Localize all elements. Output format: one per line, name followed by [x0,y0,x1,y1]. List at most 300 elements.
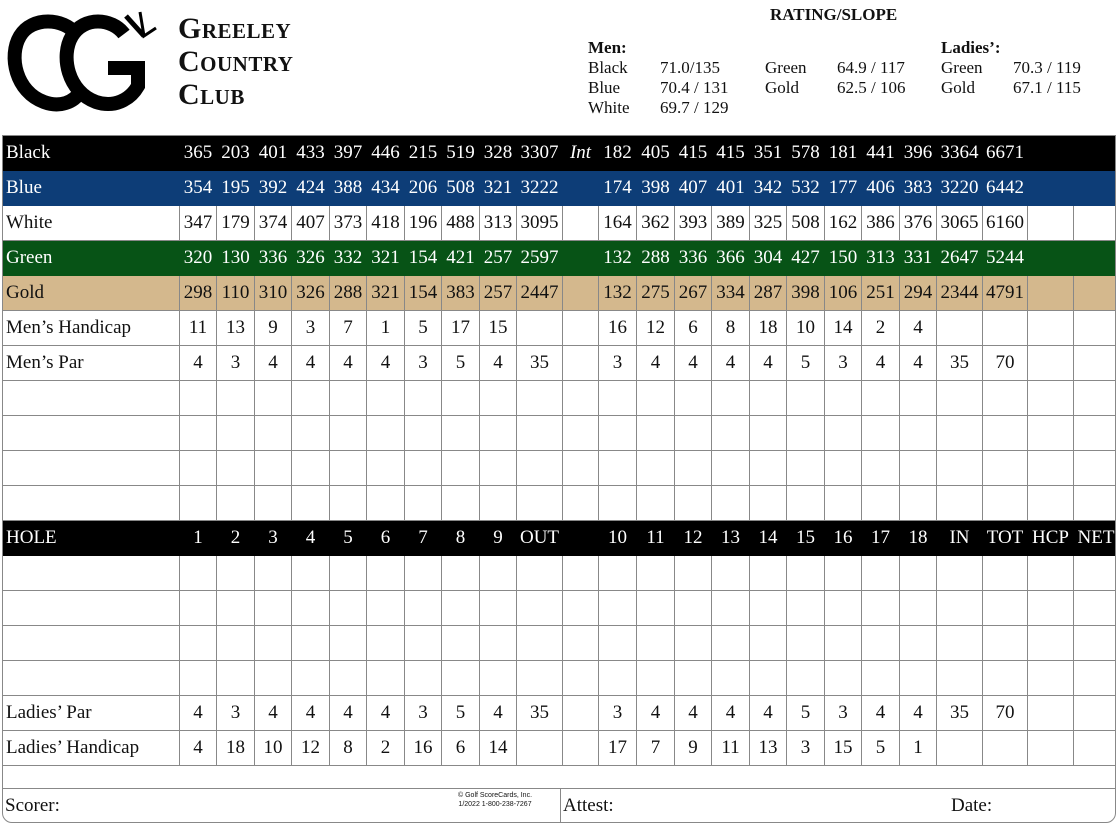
score-cell[interactable] [862,486,900,521]
score-cell[interactable] [637,416,675,451]
hole-value: 11 [712,731,750,766]
in-value: IN [937,521,983,556]
out-cell[interactable] [517,486,563,521]
row-label[interactable] [3,661,180,696]
score-cell[interactable] [900,451,937,486]
hcp-cell[interactable] [1028,276,1074,311]
score-cell[interactable] [675,556,712,591]
score-cell[interactable] [750,486,787,521]
score-cell[interactable] [442,626,480,661]
score-cell[interactable] [255,591,292,626]
score-cell[interactable] [367,626,405,661]
hcp-cell[interactable] [1028,346,1074,381]
blank-cell[interactable] [563,416,599,451]
hcp-cell[interactable] [1028,731,1074,766]
hole-value: 9 [255,311,292,346]
out-cell[interactable] [517,381,563,416]
score-cell[interactable] [405,451,442,486]
score-cell[interactable] [675,486,712,521]
score-cell[interactable] [330,416,367,451]
net-cell[interactable] [1074,556,1117,591]
rating-tee: Black [588,58,628,77]
score-cell[interactable] [750,381,787,416]
score-cell[interactable] [712,661,750,696]
hole-value: 215 [405,136,442,171]
score-cell[interactable] [442,451,480,486]
hole-value: 578 [787,136,825,171]
score-cell[interactable] [442,556,480,591]
score-cell[interactable] [787,381,825,416]
scorer-label: Scorer: [5,795,60,816]
hole-value: 12 [675,521,712,556]
score-cell[interactable] [599,381,637,416]
score-cell[interactable] [292,661,330,696]
hole-value: 12 [292,731,330,766]
score-cell[interactable] [405,661,442,696]
copyright [458,791,532,809]
row-label: Green [3,241,180,276]
player-score-row [3,556,1117,591]
hole-value: 16 [599,311,637,346]
score-cell[interactable] [712,591,750,626]
score-cell[interactable] [180,661,217,696]
net-cell[interactable] [1074,206,1117,241]
net-cell[interactable] [1074,626,1117,661]
out-cell[interactable] [517,661,563,696]
in-cell[interactable] [937,486,983,521]
score-cell[interactable] [712,416,750,451]
score-cell[interactable] [637,451,675,486]
total-cell[interactable] [983,556,1028,591]
hole-value: 365 [180,136,217,171]
score-cell[interactable] [217,451,255,486]
hole-value: 6 [442,731,480,766]
score-cell[interactable] [675,381,712,416]
score-cell[interactable] [750,591,787,626]
score-cell[interactable] [405,626,442,661]
score-cell[interactable] [862,451,900,486]
score-cell[interactable] [405,591,442,626]
hole-value: 310 [255,276,292,311]
score-cell[interactable] [330,556,367,591]
total-cell[interactable] [983,731,1028,766]
score-cell[interactable] [825,661,862,696]
hcp-cell[interactable] [1028,556,1074,591]
score-cell[interactable] [825,626,862,661]
hole-value: 427 [787,241,825,276]
score-cell[interactable] [480,381,517,416]
hole-value: 321 [367,241,405,276]
hole-value: 132 [599,276,637,311]
score-cell[interactable] [480,661,517,696]
club-name-line1: Greeley [178,12,292,45]
score-cell[interactable] [255,661,292,696]
net-cell[interactable] [1074,591,1117,626]
score-cell[interactable] [480,591,517,626]
hole-value: 10 [787,311,825,346]
score-cell[interactable] [825,416,862,451]
score-cell[interactable] [787,416,825,451]
row-label[interactable] [3,451,180,486]
score-cell[interactable] [405,416,442,451]
score-cell[interactable] [180,451,217,486]
hcp-cell[interactable] [1028,696,1074,731]
hole-value: 4 [637,346,675,381]
score-cell[interactable] [862,381,900,416]
score-cell[interactable] [442,591,480,626]
blank-cell[interactable] [563,696,599,731]
player-score-row [3,381,1117,416]
score-cell[interactable] [367,591,405,626]
blank-cell[interactable] [563,381,599,416]
hole-value: 17 [442,311,480,346]
score-cell[interactable] [599,591,637,626]
score-cell[interactable] [750,416,787,451]
score-cell[interactable] [787,591,825,626]
row-label[interactable] [3,486,180,521]
total-cell[interactable] [983,451,1028,486]
score-cell[interactable] [330,661,367,696]
in-cell[interactable] [937,556,983,591]
score-cell[interactable] [712,486,750,521]
score-cell[interactable] [367,416,405,451]
score-cell[interactable] [442,416,480,451]
hole-value: 8 [712,311,750,346]
score-cell[interactable] [292,626,330,661]
score-cell[interactable] [900,626,937,661]
total-value: 70 [983,346,1028,381]
score-cell[interactable] [292,451,330,486]
rating-tee: White [588,98,630,117]
score-cell[interactable] [900,381,937,416]
net-cell[interactable] [1074,276,1117,311]
score-cell[interactable] [750,661,787,696]
in-value: 35 [937,696,983,731]
score-cell[interactable] [480,416,517,451]
score-cell[interactable] [900,591,937,626]
hole-value: 13 [712,521,750,556]
score-cell[interactable] [637,591,675,626]
score-cell[interactable] [712,626,750,661]
out-cell[interactable] [517,591,563,626]
score-cell[interactable] [480,556,517,591]
score-cell[interactable] [825,451,862,486]
hcp-cell[interactable] [1028,451,1074,486]
out-cell[interactable] [517,311,563,346]
score-cell[interactable] [637,626,675,661]
blank-cell[interactable] [563,731,599,766]
score-cell[interactable] [712,556,750,591]
hole-value: 182 [599,136,637,171]
row-label[interactable] [3,556,180,591]
score-cell[interactable] [330,626,367,661]
total-cell[interactable] [983,381,1028,416]
hcp-cell[interactable] [1028,626,1074,661]
score-cell[interactable] [405,381,442,416]
score-cell[interactable] [750,556,787,591]
net-cell[interactable] [1074,486,1117,521]
rating-tee: Blue [588,78,621,97]
hole-value: 326 [292,276,330,311]
hole-value: 334 [712,276,750,311]
score-cell[interactable] [367,556,405,591]
score-cell[interactable] [217,626,255,661]
row-label[interactable] [3,416,180,451]
score-cell[interactable] [180,381,217,416]
score-cell[interactable] [599,451,637,486]
out-cell[interactable] [517,416,563,451]
hole-value: 10 [599,521,637,556]
hcp-cell[interactable] [1028,171,1074,206]
score-cell[interactable] [442,661,480,696]
score-cell[interactable] [825,591,862,626]
hole-value: 4 [900,311,937,346]
score-cell[interactable] [180,486,217,521]
score-cell[interactable] [900,486,937,521]
score-cell[interactable] [367,661,405,696]
tee-row-green [3,241,1117,276]
score-cell[interactable] [599,661,637,696]
score-cell[interactable] [787,451,825,486]
score-cell[interactable] [442,381,480,416]
total-cell[interactable] [983,591,1028,626]
row-label[interactable] [3,626,180,661]
score-cell[interactable] [750,451,787,486]
hole-value: 195 [217,171,255,206]
score-cell[interactable] [862,591,900,626]
score-cell[interactable] [787,661,825,696]
score-cell[interactable] [900,416,937,451]
hole-value: 18 [900,521,937,556]
hcp-cell[interactable] [1028,486,1074,521]
score-cell[interactable] [442,486,480,521]
blank-cell[interactable] [563,626,599,661]
hole-value: 4 [330,696,367,731]
net-cell[interactable] [1074,136,1117,171]
score-cell[interactable] [480,626,517,661]
hcp-cell[interactable] [1028,661,1074,696]
hcp-cell[interactable] [1028,311,1074,346]
net-cell[interactable] [1074,346,1117,381]
score-cell[interactable] [330,486,367,521]
score-cell[interactable] [367,486,405,521]
in-cell[interactable] [937,451,983,486]
blank-cell[interactable] [563,556,599,591]
hole-value: 321 [367,276,405,311]
blank-cell[interactable] [563,311,599,346]
score-cell[interactable] [217,661,255,696]
hcp-cell[interactable] [1028,416,1074,451]
score-cell[interactable] [405,486,442,521]
net-cell[interactable] [1074,416,1117,451]
hole-value: 287 [750,276,787,311]
hole-value: 434 [367,171,405,206]
score-cell[interactable] [599,556,637,591]
score-cell[interactable] [480,486,517,521]
scorecard-body [3,136,1117,766]
score-cell[interactable] [862,661,900,696]
score-cell[interactable] [637,661,675,696]
blank-cell[interactable] [563,661,599,696]
score-cell[interactable] [330,591,367,626]
score-cell[interactable] [825,556,862,591]
blank-cell[interactable] [563,486,599,521]
score-cell[interactable] [675,416,712,451]
score-cell[interactable] [217,591,255,626]
score-cell[interactable] [825,381,862,416]
score-cell[interactable] [675,661,712,696]
score-cell[interactable] [637,486,675,521]
total-cell[interactable] [983,661,1028,696]
score-cell[interactable] [255,451,292,486]
hole-value: 386 [862,206,900,241]
blank-cell[interactable] [563,591,599,626]
total-cell[interactable] [983,486,1028,521]
hole-value: 18 [750,311,787,346]
score-cell[interactable] [712,381,750,416]
net-cell[interactable] [1074,311,1117,346]
hcp-cell[interactable] [1028,136,1074,171]
score-cell[interactable] [330,381,367,416]
net-cell[interactable] [1074,661,1117,696]
score-cell[interactable] [637,556,675,591]
hole-value: 446 [367,136,405,171]
out-cell[interactable] [517,451,563,486]
hole-value: 374 [255,206,292,241]
hole-value: 4 [180,346,217,381]
total-cell[interactable] [983,416,1028,451]
score-cell[interactable] [405,556,442,591]
score-cell[interactable] [255,416,292,451]
out-cell[interactable] [517,556,563,591]
score-cell[interactable] [599,416,637,451]
hole-value: 407 [292,206,330,241]
in-cell[interactable] [937,416,983,451]
hole-value: 351 [750,136,787,171]
hcp-cell[interactable] [1028,206,1074,241]
score-cell[interactable] [787,486,825,521]
score-cell[interactable] [862,626,900,661]
score-cell[interactable] [292,486,330,521]
score-cell[interactable] [255,626,292,661]
hole-value: 3 [599,696,637,731]
in-cell[interactable] [937,661,983,696]
in-cell[interactable] [937,731,983,766]
net-cell[interactable] [1074,451,1117,486]
club-name [178,12,293,111]
int-label [563,276,599,311]
score-cell[interactable] [292,416,330,451]
score-cell[interactable] [180,556,217,591]
total-cell[interactable] [983,626,1028,661]
net-cell[interactable] [1074,381,1117,416]
score-cell[interactable] [787,626,825,661]
out-cell[interactable] [517,731,563,766]
score-cell[interactable] [330,451,367,486]
score-cell[interactable] [180,626,217,661]
player-score-row [3,661,1117,696]
score-cell[interactable] [862,556,900,591]
score-cell[interactable] [637,381,675,416]
row-label: White [3,206,180,241]
in-cell[interactable] [937,591,983,626]
hcp-cell[interactable] [1028,241,1074,276]
footer-divider [560,789,561,823]
net-cell[interactable] [1074,731,1117,766]
score-cell[interactable] [292,556,330,591]
out-value: OUT [517,521,563,556]
tee-row-gold [3,276,1117,311]
row-label[interactable] [3,381,180,416]
score-cell[interactable] [255,556,292,591]
score-cell[interactable] [367,381,405,416]
hcp-cell[interactable] [1028,591,1074,626]
out-cell[interactable] [517,626,563,661]
total-cell[interactable] [983,311,1028,346]
score-cell[interactable] [675,591,712,626]
hole-value: 13 [217,311,255,346]
blank-cell[interactable] [563,521,599,556]
hole-value: 401 [255,136,292,171]
hole-value: 196 [405,206,442,241]
score-cell[interactable] [750,626,787,661]
score-cell[interactable] [180,591,217,626]
score-cell[interactable] [217,556,255,591]
score-cell[interactable] [599,626,637,661]
score-cell[interactable] [217,416,255,451]
score-cell[interactable] [292,591,330,626]
hole-value: 5 [405,311,442,346]
hole-value: 177 [825,171,862,206]
net-cell[interactable] [1074,696,1117,731]
blank-cell[interactable] [563,346,599,381]
score-cell[interactable] [217,381,255,416]
net-cell[interactable] [1074,241,1117,276]
hcp-cell[interactable] [1028,381,1074,416]
row-label[interactable] [3,591,180,626]
hole-value: 532 [787,171,825,206]
score-cell[interactable] [675,626,712,661]
hole-value: 3 [825,346,862,381]
score-cell[interactable] [900,556,937,591]
in-cell[interactable] [937,381,983,416]
score-cell[interactable] [599,486,637,521]
score-cell[interactable] [480,451,517,486]
score-cell[interactable] [825,486,862,521]
score-cell[interactable] [900,661,937,696]
rating-tee: Gold [765,78,799,97]
score-cell[interactable] [217,486,255,521]
score-cell[interactable] [712,451,750,486]
score-cell[interactable] [367,451,405,486]
hole-value: 288 [330,276,367,311]
score-cell[interactable] [787,556,825,591]
score-cell[interactable] [292,381,330,416]
hole-number-row [3,521,1117,556]
in-cell[interactable] [937,311,983,346]
rating-tee: Green [941,58,983,77]
score-cell[interactable] [255,486,292,521]
in-cell[interactable] [937,626,983,661]
score-cell[interactable] [255,381,292,416]
net-cell[interactable] [1074,171,1117,206]
score-cell[interactable] [862,416,900,451]
blank-cell[interactable] [563,451,599,486]
score-cell[interactable] [675,451,712,486]
tee-row-blue [3,171,1117,206]
hole-value: 1 [900,731,937,766]
score-cell[interactable] [180,416,217,451]
